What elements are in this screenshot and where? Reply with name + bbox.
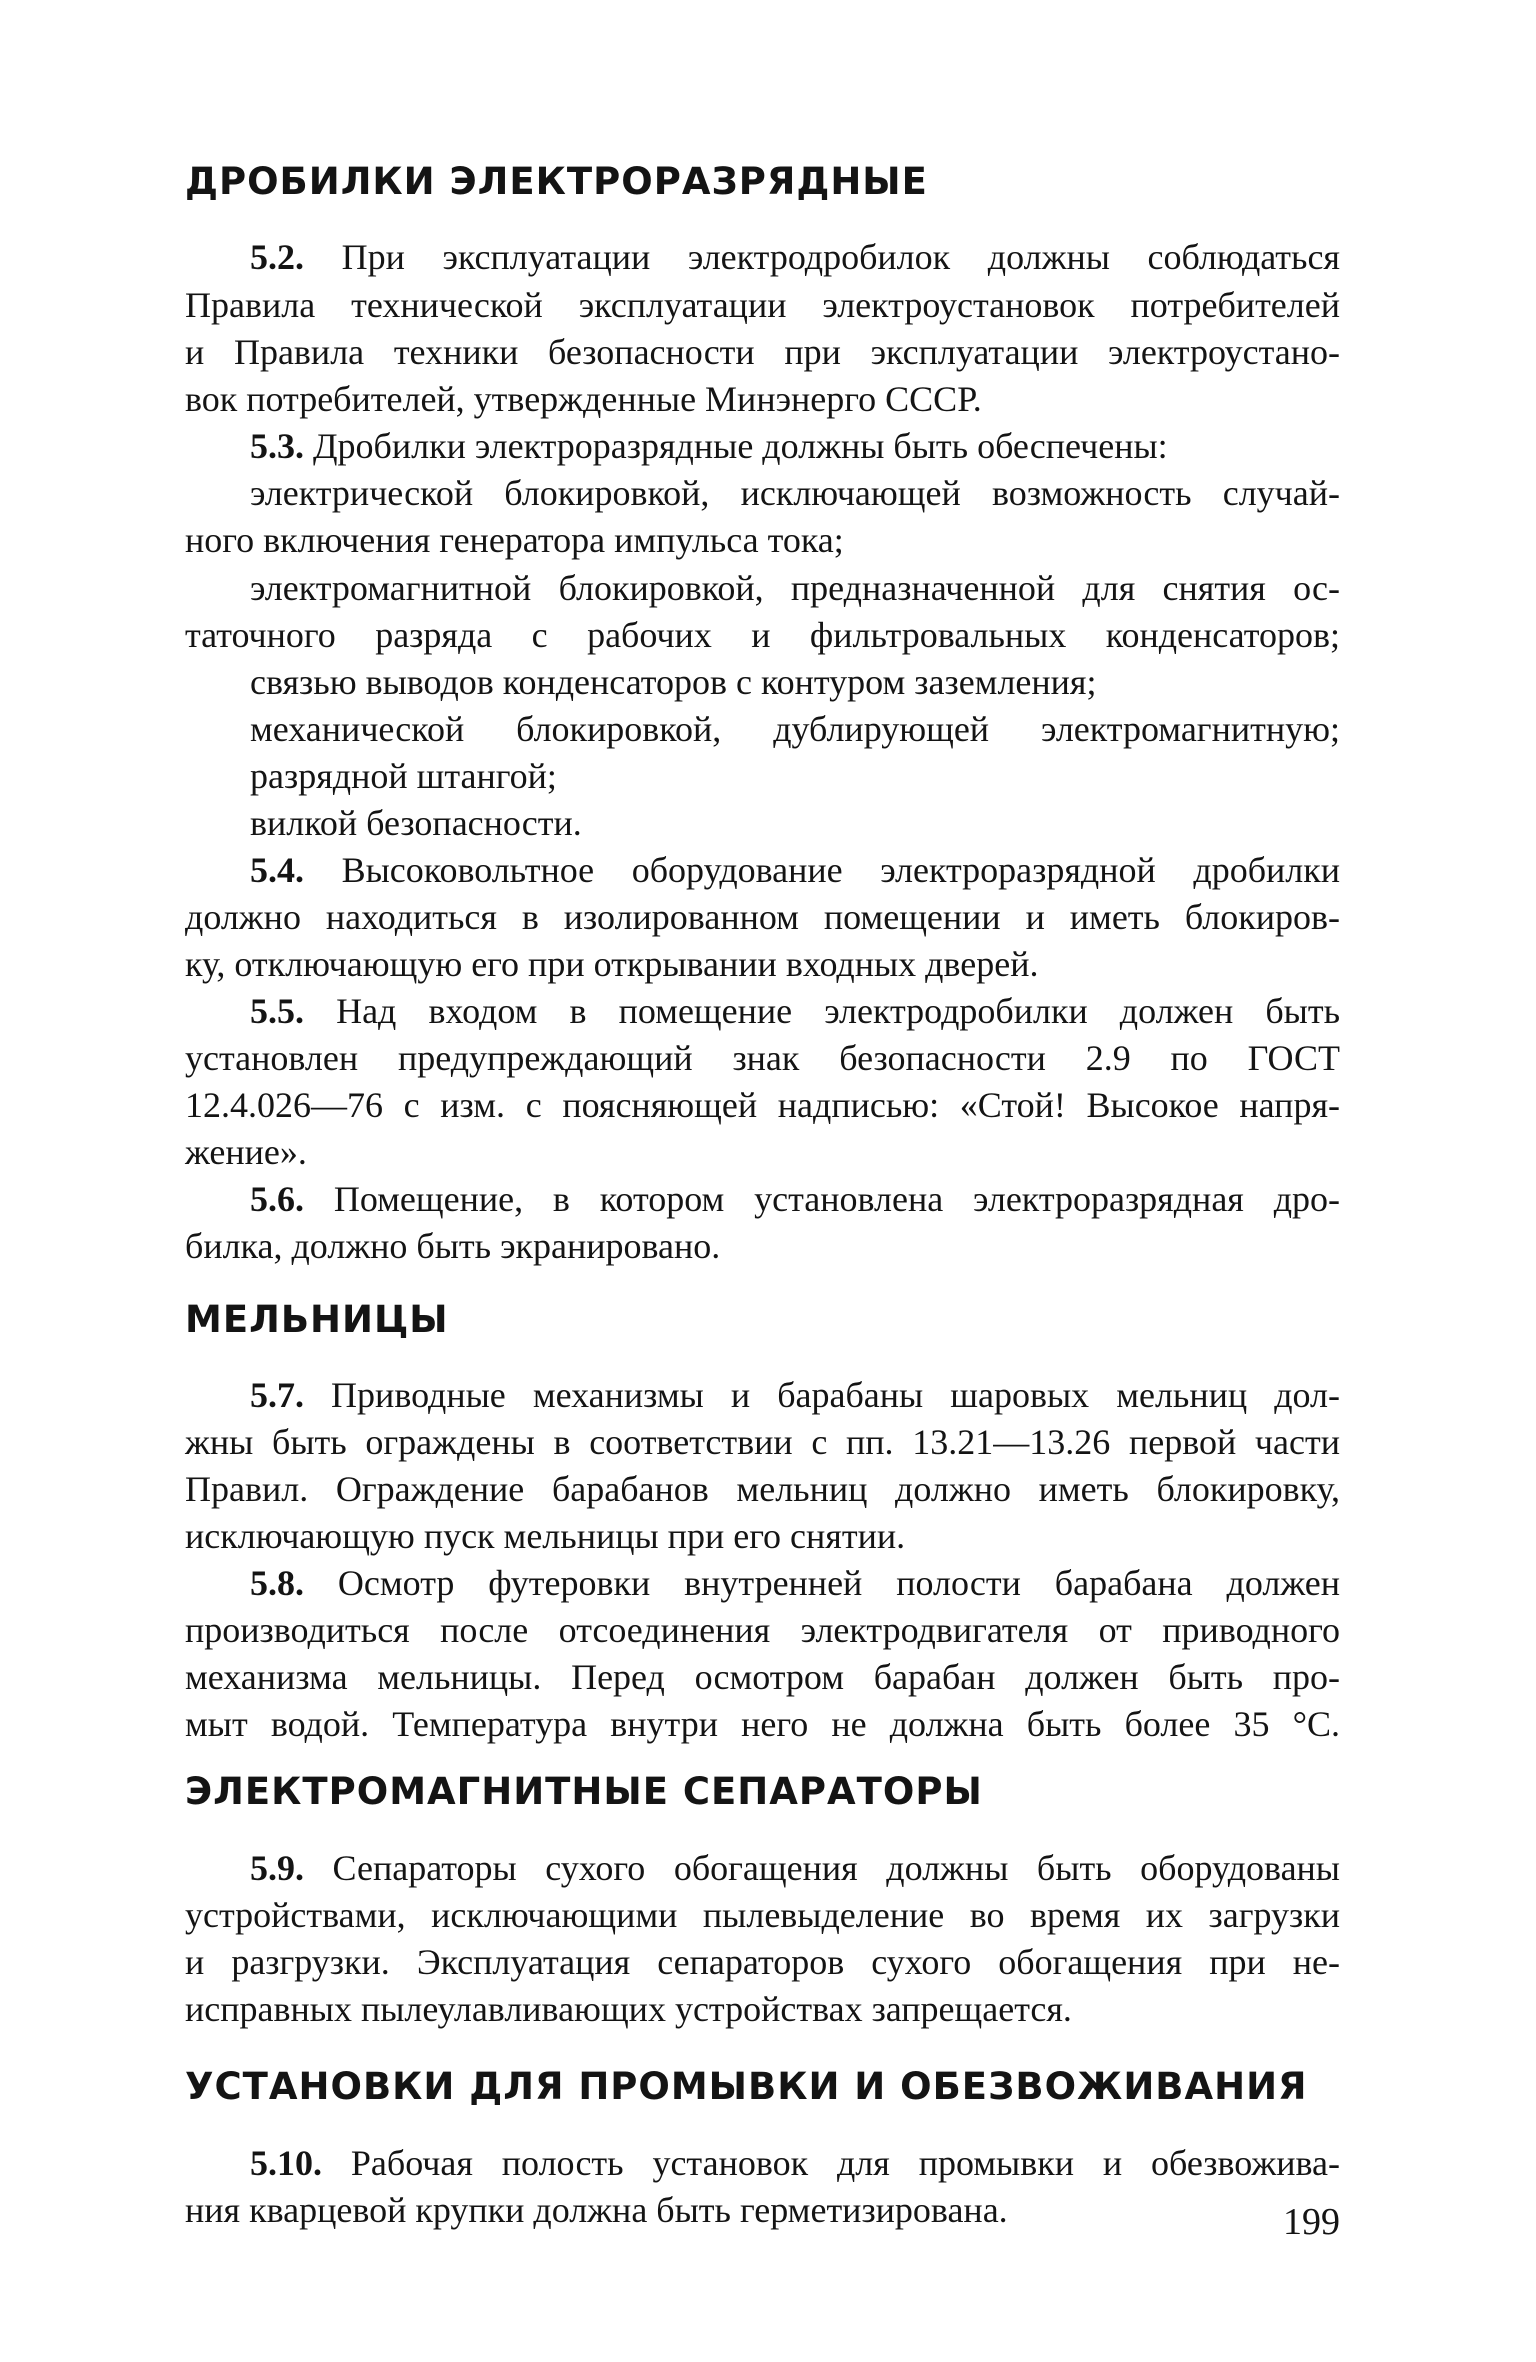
text-line: производиться после отсоединения электродвигателя от приводного: [185, 1610, 1340, 1650]
text-line: вилкой безопасности.: [250, 803, 582, 843]
text-line: разрядной штангой;: [250, 756, 557, 796]
text-line: электрической блокировкой, исключающей возможность случай-: [250, 473, 1340, 513]
text-line: билка, должно быть экранировано.: [185, 1226, 721, 1266]
paragraph-number: 5.3.: [250, 426, 304, 466]
text-line: 5.6. Помещение, в котором установлена электроразрядная дро-: [250, 1179, 1340, 1219]
text-line: и Правила техники безопасности при эксплуатации электроустано-: [185, 332, 1340, 372]
text-line: жны быть ограждены в соответствии с пп. 13.21—13.26 первой части: [185, 1422, 1340, 1462]
text-line: исключающую пуск мельницы при его снятии.: [185, 1516, 906, 1556]
text-line: механизма мельницы. Перед осмотром барабан должен быть про-: [185, 1657, 1340, 1697]
text-line: исправных пылеулавливающих устройствах запрещается.: [185, 1989, 1072, 2029]
text-line: 5.4. Высоковольтное оборудование электроразрядной дробилки: [250, 850, 1340, 890]
section-heading-separators: ЭЛЕКТРОМАГНИТНЫЕ СЕПАРАТОРЫ: [185, 1770, 983, 1813]
section-heading-mills: МЕЛЬНИЦЫ: [185, 1298, 449, 1341]
text-line: электромагнитной блокировкой, предназначенной для снятия ос-: [250, 568, 1340, 608]
text-line: 5.10. Рабочая полость установок для промывки и обезвожива-: [250, 2143, 1340, 2183]
text-line: 5.9. Сепараторы сухого обогащения должны быть оборудованы: [250, 1848, 1340, 1888]
text-line: установлен предупреждающий знак безопасности 2.9 по ГОСТ: [185, 1038, 1340, 1078]
text-line: ку, отключающую его при открывании входных дверей.: [185, 944, 1039, 984]
paragraph-number: 5.4.: [250, 850, 304, 890]
paragraph-number: 5.10.: [250, 2143, 322, 2183]
section-heading-crushers: ДРОБИЛКИ ЭЛЕКТРОРАЗРЯДНЫЕ: [185, 160, 928, 203]
paragraph-number: 5.6.: [250, 1179, 304, 1219]
text-line: должно находиться в изолированном помещении и иметь блокиров-: [185, 897, 1340, 937]
text-line: связью выводов конденсаторов с контуром заземления;: [250, 662, 1097, 702]
paragraph-number: 5.2.: [250, 237, 304, 277]
text-line: механической блокировкой, дублирующей электромагнитную;: [250, 709, 1340, 749]
text-line: мыт водой. Температура внутри него не должна быть более 35 °С.: [185, 1704, 1340, 1744]
paragraph-number: 5.9.: [250, 1848, 304, 1888]
text-line: устройствами, исключающими пылевыделение во время их загрузки: [185, 1895, 1340, 1935]
text-line: 5.5. Над входом в помещение электродробилки должен быть: [250, 991, 1340, 1031]
text-line: Правила технической эксплуатации электроустановок потребителей: [185, 285, 1340, 325]
paragraph-number: 5.7.: [250, 1375, 304, 1415]
paragraph-number: 5.8.: [250, 1563, 304, 1603]
text-line: вок потребителей, утвержденные Минэнерго СССР.: [185, 379, 982, 419]
text-line: ния кварцевой крупки должна быть герметизирована.: [185, 2190, 1008, 2230]
text-line: жение».: [185, 1132, 307, 1172]
text-line: 5.8. Осмотр футеровки внутренней полости барабана должен: [250, 1563, 1340, 1603]
text-line: 5.3. Дробилки электроразрядные должны быть обеспечены:: [250, 426, 1168, 466]
text-line: 5.2. При эксплуатации электродробилок должны соблюдаться: [250, 237, 1340, 277]
page-number: 199: [1283, 2201, 1340, 2243]
text-line: 12.4.026—76 с изм. с поясняющей надписью: «Стой! Высокое напря-: [185, 1085, 1340, 1125]
text-line: 5.7. Приводные механизмы и барабаны шаровых мельниц дол-: [250, 1375, 1340, 1415]
text-line: таточного разряда с рабочих и фильтровальных конденсаторов;: [185, 615, 1340, 655]
text-line: и разгрузки. Эксплуатация сепараторов сухого обогащения при не-: [185, 1942, 1340, 1982]
text-line: ного включения генератора импульса тока;: [185, 520, 844, 560]
section-heading-washing: УСТАНОВКИ ДЛЯ ПРОМЫВКИ И ОБЕЗВОЖИВАНИЯ: [185, 2065, 1308, 2108]
document-page: [185, 0, 1340, 2362]
text-line: Правил. Ограждение барабанов мельниц должно иметь блокировку,: [185, 1469, 1340, 1509]
paragraph-number: 5.5.: [250, 991, 304, 1031]
